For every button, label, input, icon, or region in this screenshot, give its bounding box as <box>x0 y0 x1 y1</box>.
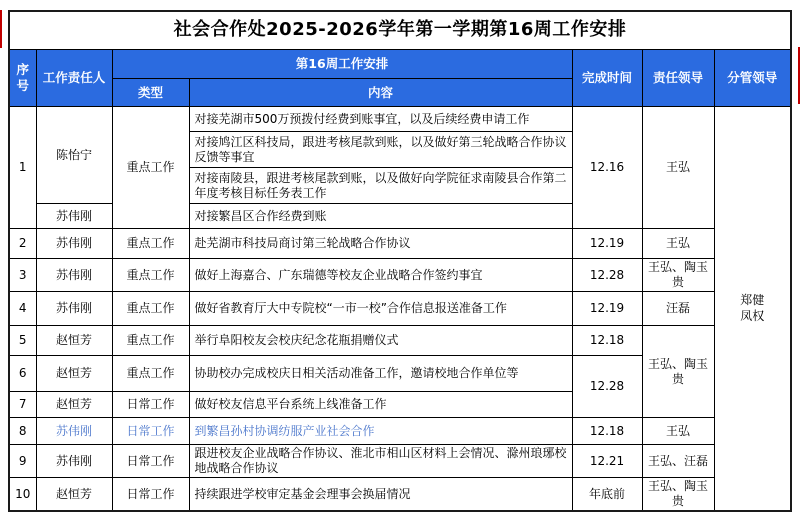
cell-no: 1 <box>9 107 36 229</box>
cell-person: 赵恒芳 <box>36 478 112 512</box>
cell-leader: 王弘 <box>642 418 714 445</box>
cell-no: 6 <box>9 356 36 392</box>
cell-content: 做好省教育厅大中专院校“一市一校”合作信息报送准备工作 <box>189 292 572 326</box>
header-supervisor: 分管领导 <box>714 50 791 107</box>
cell-leader: 王弘、陶玉贵 <box>642 478 714 512</box>
cell-no: 2 <box>9 229 36 259</box>
table-row <box>9 418 791 445</box>
cell-content: 持续跟进学校审定基金会理事会换届情况 <box>189 478 572 512</box>
cell-type: 日常工作 <box>112 478 189 512</box>
header-type: 类型 <box>112 79 189 107</box>
header-deadline: 完成时间 <box>572 50 642 107</box>
header-no: 序号 <box>9 50 36 107</box>
header-content: 内容 <box>189 79 572 107</box>
cell-person: 苏伟刚 <box>36 445 112 478</box>
cell-type: 重点工作 <box>112 229 189 259</box>
cell-deadline: 12.19 <box>572 229 642 259</box>
cell-deadline: 12.28 <box>572 356 642 418</box>
cell-leader: 王弘 <box>642 107 714 229</box>
cell-content: 做好上海嘉合、广东瑞德等校友企业战略合作签约事宜 <box>189 259 572 292</box>
cell-no: 8 <box>9 418 36 445</box>
table-row <box>9 326 791 356</box>
cell-leader: 王弘 <box>642 229 714 259</box>
cell-no: 7 <box>9 392 36 418</box>
cell-content: 举行阜阳校友会校庆纪念花瓶捐赠仪式 <box>189 326 572 356</box>
cell-leader: 王弘、汪磊 <box>642 445 714 478</box>
supervisor-name: 凤权 <box>740 308 765 323</box>
table-row <box>9 292 791 326</box>
cell-content: 做好校友信息平台系统上线准备工作 <box>189 392 572 418</box>
cell-content: 对接鸠江区科技局，跟进考核尾款到账，以及做好第三轮战略合作协议反馈等事宜 <box>189 132 572 168</box>
table-row <box>9 11 791 50</box>
cell-person: 赵恒芳 <box>36 356 112 392</box>
header-leader: 责任领导 <box>642 50 714 107</box>
cell-leader: 王弘、陶玉贵 <box>642 259 714 292</box>
cell-content: 对接南陵县，跟进考核尾款到账，以及做好向学院征求南陵县合作第二年度考核目标任务表工作 <box>189 168 572 204</box>
cell-deadline: 12.19 <box>572 292 642 326</box>
cell-person: 苏伟刚 <box>36 229 112 259</box>
cell-type: 重点工作 <box>112 107 189 229</box>
table-row <box>9 107 791 132</box>
cell-type: 日常工作 <box>112 392 189 418</box>
work-schedule-table <box>8 10 792 512</box>
cell-supervisor <box>714 107 791 512</box>
cell-deadline: 12.16 <box>572 107 642 229</box>
cell-deadline: 12.18 <box>572 326 642 356</box>
cell-content: 协助校办完成校庆日相关活动准备工作，邀请校地合作单位等 <box>189 356 572 392</box>
cell-no: 3 <box>9 259 36 292</box>
cell-leader: 汪磊 <box>642 292 714 326</box>
work-schedule-sheet <box>8 10 792 512</box>
cell-person: 陈怡宁 <box>36 107 112 204</box>
cell-type: 日常工作 <box>112 445 189 478</box>
cell-no: 9 <box>9 445 36 478</box>
cell-person: 赵恒芳 <box>36 326 112 356</box>
cell-person: 苏伟刚 <box>36 259 112 292</box>
page-title: 社会合作处2025-2026学年第一学期第16周工作安排 <box>9 11 791 50</box>
cell-no: 5 <box>9 326 36 356</box>
cell-type: 重点工作 <box>112 326 189 356</box>
cell-deadline: 12.18 <box>572 418 642 445</box>
cell-type: 重点工作 <box>112 292 189 326</box>
cell-content: 赴芜湖市科技局商讨第三轮战略合作协议 <box>189 229 572 259</box>
cell-content: 跟进校友企业战略合作协议、淮北市相山区材料上会情况、滁州琅琊校地战略合作协议 <box>189 445 572 478</box>
supervisor-name: 郑健 <box>740 292 765 307</box>
cell-person: 苏伟刚 <box>36 204 112 229</box>
cell-person: 赵恒芳 <box>36 392 112 418</box>
table-row <box>9 478 791 512</box>
cell-person: 苏伟刚 <box>36 292 112 326</box>
header-week: 第16周工作安排 <box>112 50 572 79</box>
table-row <box>9 229 791 259</box>
cell-no: 10 <box>9 478 36 512</box>
cell-no: 4 <box>9 292 36 326</box>
table-row <box>9 259 791 292</box>
cell-content: 对接繁昌区合作经费到账 <box>189 204 572 229</box>
cell-type: 重点工作 <box>112 356 189 392</box>
table-row <box>9 50 791 79</box>
cell-deadline: 12.28 <box>572 259 642 292</box>
cell-deadline: 年底前 <box>572 478 642 512</box>
table-row <box>9 445 791 478</box>
cell-type: 重点工作 <box>112 259 189 292</box>
cell-content: 对接芜湖市500万预拨付经费到账事宜，以及后续经费申请工作 <box>189 107 572 132</box>
cell-leader: 王弘、陶玉贵 <box>642 326 714 418</box>
cell-type: 日常工作 <box>112 418 189 445</box>
cell-person: 苏伟刚 <box>36 418 112 445</box>
red-accent-line-left <box>0 10 2 48</box>
cell-deadline: 12.21 <box>572 445 642 478</box>
cell-content: 到繁昌孙村协调纺服产业社会合作 <box>189 418 572 445</box>
header-person: 工作责任人 <box>36 50 112 107</box>
